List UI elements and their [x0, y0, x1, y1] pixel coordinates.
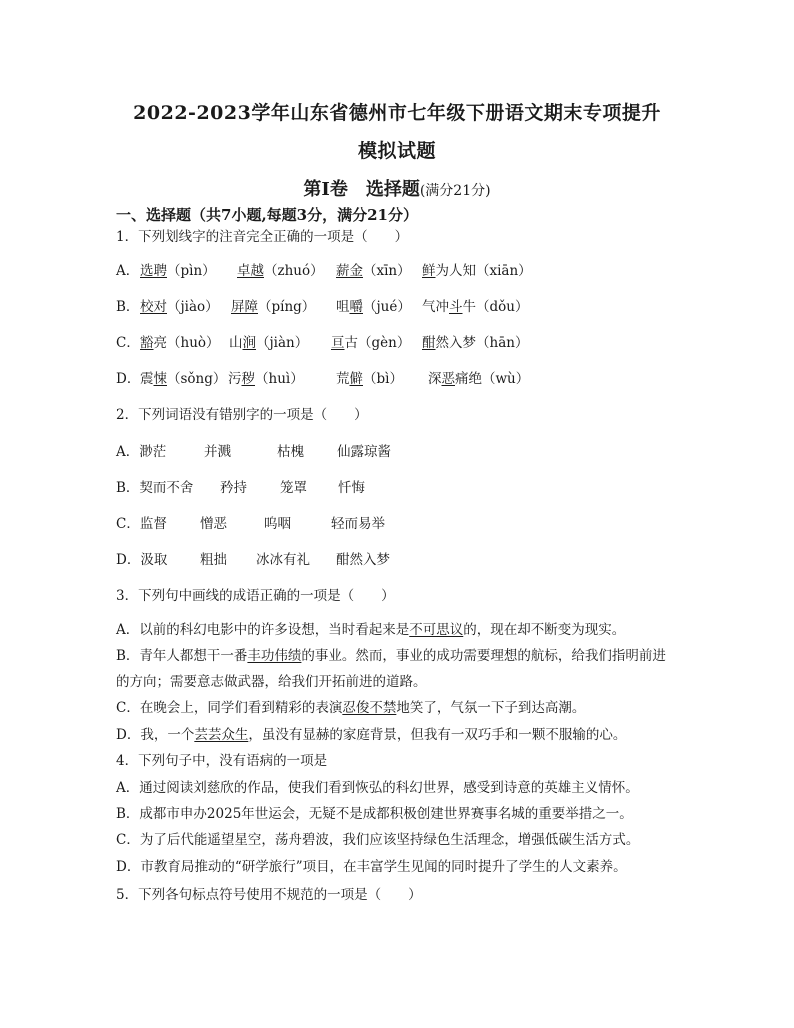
q2-option-c-word3: 呜咽 — [264, 516, 291, 532]
underlined-text: 秽 — [241, 371, 255, 387]
pinyin: （sǒng） — [167, 371, 227, 387]
plain-text: 深 — [428, 371, 442, 387]
volume-title: 第I卷 选择题 — [303, 179, 420, 200]
pinyin: （jué） — [363, 299, 411, 315]
underlined-idiom: 不可思议 — [409, 622, 464, 638]
plain-text: 荒 — [336, 371, 350, 387]
q2-option-d-word2: 粗拙 — [200, 552, 227, 568]
underlined-text: 僻 — [349, 371, 363, 387]
underlined-text: 薪金 — [336, 263, 363, 279]
q1-option-a-word4 — [422, 262, 532, 280]
underlined-text: 鲜 — [422, 263, 436, 279]
q1-option-a-word2 — [237, 262, 324, 280]
q2-option-a-word4: 仙露琼酱 — [337, 444, 391, 460]
q4-option-d: D．市教育局推动的“研学旅行”项目，在丰富学生见闻的同时提升了学生的人文素养。 — [116, 859, 627, 875]
q2-option-b-word4: 忏悔 — [338, 480, 365, 496]
pinyin: （pìn） — [167, 263, 216, 279]
pinyin: 然入梦（hān） — [435, 335, 529, 351]
plain-text: ，虽没有显赫的家庭背景，但我有一双巧手和一颗不服输的心。 — [248, 727, 627, 743]
plain-text: 气冲 — [422, 299, 449, 315]
question-4-stem: 4．下列句子中，没有语病的一项是 — [116, 753, 328, 769]
q1-option-d-word1 — [140, 370, 226, 388]
section-heading: 一、选择题（共7小题,每题3分，满分21分） — [116, 206, 418, 224]
underlined-idiom: 忍俊不禁 — [342, 700, 397, 716]
q1-option-d-label: D． — [116, 371, 141, 387]
q4-option-c: C．为了后代能遥望星空，荡舟碧波，我们应该坚持绿色生活理念，增强低碳生活方式。 — [116, 832, 640, 848]
q1-option-c-word1 — [140, 334, 220, 352]
plain-text: C．在晚会上，同学们看到精彩的表演 — [116, 700, 343, 716]
q2-option-a-word2: 并溅 — [204, 444, 231, 460]
q1-option-b-word4 — [422, 298, 528, 316]
q2-option-b-word3: 笼罩 — [280, 480, 307, 496]
q2-option-b-word1: B．契而不舍 — [116, 480, 194, 496]
q2-option-c-word2: 憎恶 — [200, 516, 227, 532]
pinyin: （jiàn） — [256, 335, 309, 351]
q4-option-b: B．成都市申办2025年世运会，无疑不是成都积极创建世界赛事名城的重要举措之一。 — [116, 806, 633, 822]
pinyin: （huì） — [255, 371, 304, 387]
pinyin: （bì） — [363, 371, 403, 387]
pinyin: 亮（huò） — [153, 335, 220, 351]
q1-option-c-word2 — [229, 334, 308, 352]
q1-option-a-label: A． — [116, 263, 140, 279]
q2-option-d-word3: 冰冰有礼 — [256, 552, 310, 568]
underlined-text: 恶 — [441, 371, 455, 387]
volume-note: (满分21分) — [419, 183, 491, 199]
pinyin: 牛（dǒu） — [462, 299, 529, 315]
q2-option-d-word1: D．汲取 — [116, 552, 168, 568]
plain-text: 的事业。然而，事业的成功需要理想的航标，给我们指明前进 — [301, 648, 666, 664]
underlined-text: 涧 — [242, 335, 256, 351]
q1-option-b-word1 — [140, 298, 219, 316]
underlined-text: 选聘 — [140, 263, 167, 279]
underlined-text: 亘 — [331, 335, 345, 351]
question-2-stem: 2．下列词语没有错别字的一项是（ ） — [116, 407, 368, 423]
volume-heading — [0, 175, 794, 201]
plain-text: 的，现在却不断变为现实。 — [463, 622, 626, 638]
underlined-text: 屏障 — [231, 299, 258, 315]
q2-option-a-word3: 枯槐 — [277, 444, 304, 460]
q2-option-c-word1: C．监督 — [116, 516, 167, 532]
q2-option-a-word1: A．渺茫 — [116, 444, 167, 460]
question-5-stem: 5．下列各句标点符号使用不规范的一项是（ ） — [116, 887, 422, 903]
q3-option-c — [116, 699, 585, 717]
pinyin: （zhuó） — [264, 263, 324, 279]
underlined-text: 斗 — [449, 299, 463, 315]
q1-option-d-word3 — [336, 370, 403, 388]
q3-option-b-line2: 的方向；需要意志做武器，给我们开拓前进的道路。 — [116, 674, 427, 690]
plain-text: B．青年人都想干一番 — [116, 648, 248, 664]
pinyin: （jiào） — [167, 299, 219, 315]
q2-option-b-word2: 矜持 — [220, 480, 247, 496]
question-1-stem: 1．下列划线字的注音完全正确的一项是（ ） — [116, 229, 409, 245]
q2-option-d-word4: 酣然入梦 — [336, 552, 390, 568]
q2-option-c-word4: 轻而易举 — [331, 516, 385, 532]
q3-option-d — [116, 726, 626, 744]
plain-text: 山 — [229, 335, 243, 351]
q1-option-b-label: B． — [116, 299, 140, 315]
question-3-stem: 3．下列句中画线的成语正确的一项是（ ） — [116, 588, 395, 604]
q1-option-c-word3 — [331, 334, 410, 352]
plain-text: 污 — [228, 371, 242, 387]
q1-option-b-word2 — [231, 298, 315, 316]
plain-text: 地笑了，气氛一下子到达高潮。 — [396, 700, 586, 716]
underlined-text: 嚼 — [349, 299, 363, 315]
exam-title-line2: 模拟试题 — [357, 140, 436, 162]
pinyin: 古（gèn） — [344, 335, 411, 351]
q3-option-a — [116, 621, 625, 639]
q3-option-b-line1 — [116, 647, 666, 665]
underlined-text: 卓越 — [237, 263, 264, 279]
underlined-text: 酣 — [422, 335, 436, 351]
plain-text: A．以前的科幻电影中的许多设想，当时看起来是 — [116, 622, 410, 638]
underlined-text: 豁 — [140, 335, 154, 351]
q1-option-c-label: C． — [116, 335, 140, 351]
q1-option-a-word3 — [336, 262, 411, 280]
underlined-idiom: 芸芸众生 — [194, 727, 249, 743]
pinyin: （xīn） — [363, 263, 411, 279]
plain-text: D．我，一个 — [116, 727, 195, 743]
exam-title-line1: 2022-2023学年山东省德州市七年级下册语文期末专项提升 — [133, 102, 661, 124]
q1-option-a-word1 — [140, 262, 216, 280]
q4-option-a: A．通过阅读刘慈欣的作品，使我们看到恢弘的科幻世界，感受到诗意的英雄主义情怀。 — [116, 780, 639, 796]
underlined-text: 悚 — [153, 371, 167, 387]
pinyin: （píng） — [258, 299, 316, 315]
underlined-idiom: 丰功伟绩 — [247, 648, 302, 664]
q1-option-d-word4 — [428, 370, 529, 388]
plain-text: 咀 — [336, 299, 350, 315]
q1-option-b-word3 — [336, 298, 411, 316]
plain-text: 震 — [140, 371, 154, 387]
pinyin: 为人知（xiān） — [435, 263, 532, 279]
q1-option-c-word4 — [422, 334, 528, 352]
q1-option-d-word2 — [228, 370, 304, 388]
underlined-text: 校对 — [140, 299, 167, 315]
pinyin: 痛绝（wù） — [455, 371, 530, 387]
